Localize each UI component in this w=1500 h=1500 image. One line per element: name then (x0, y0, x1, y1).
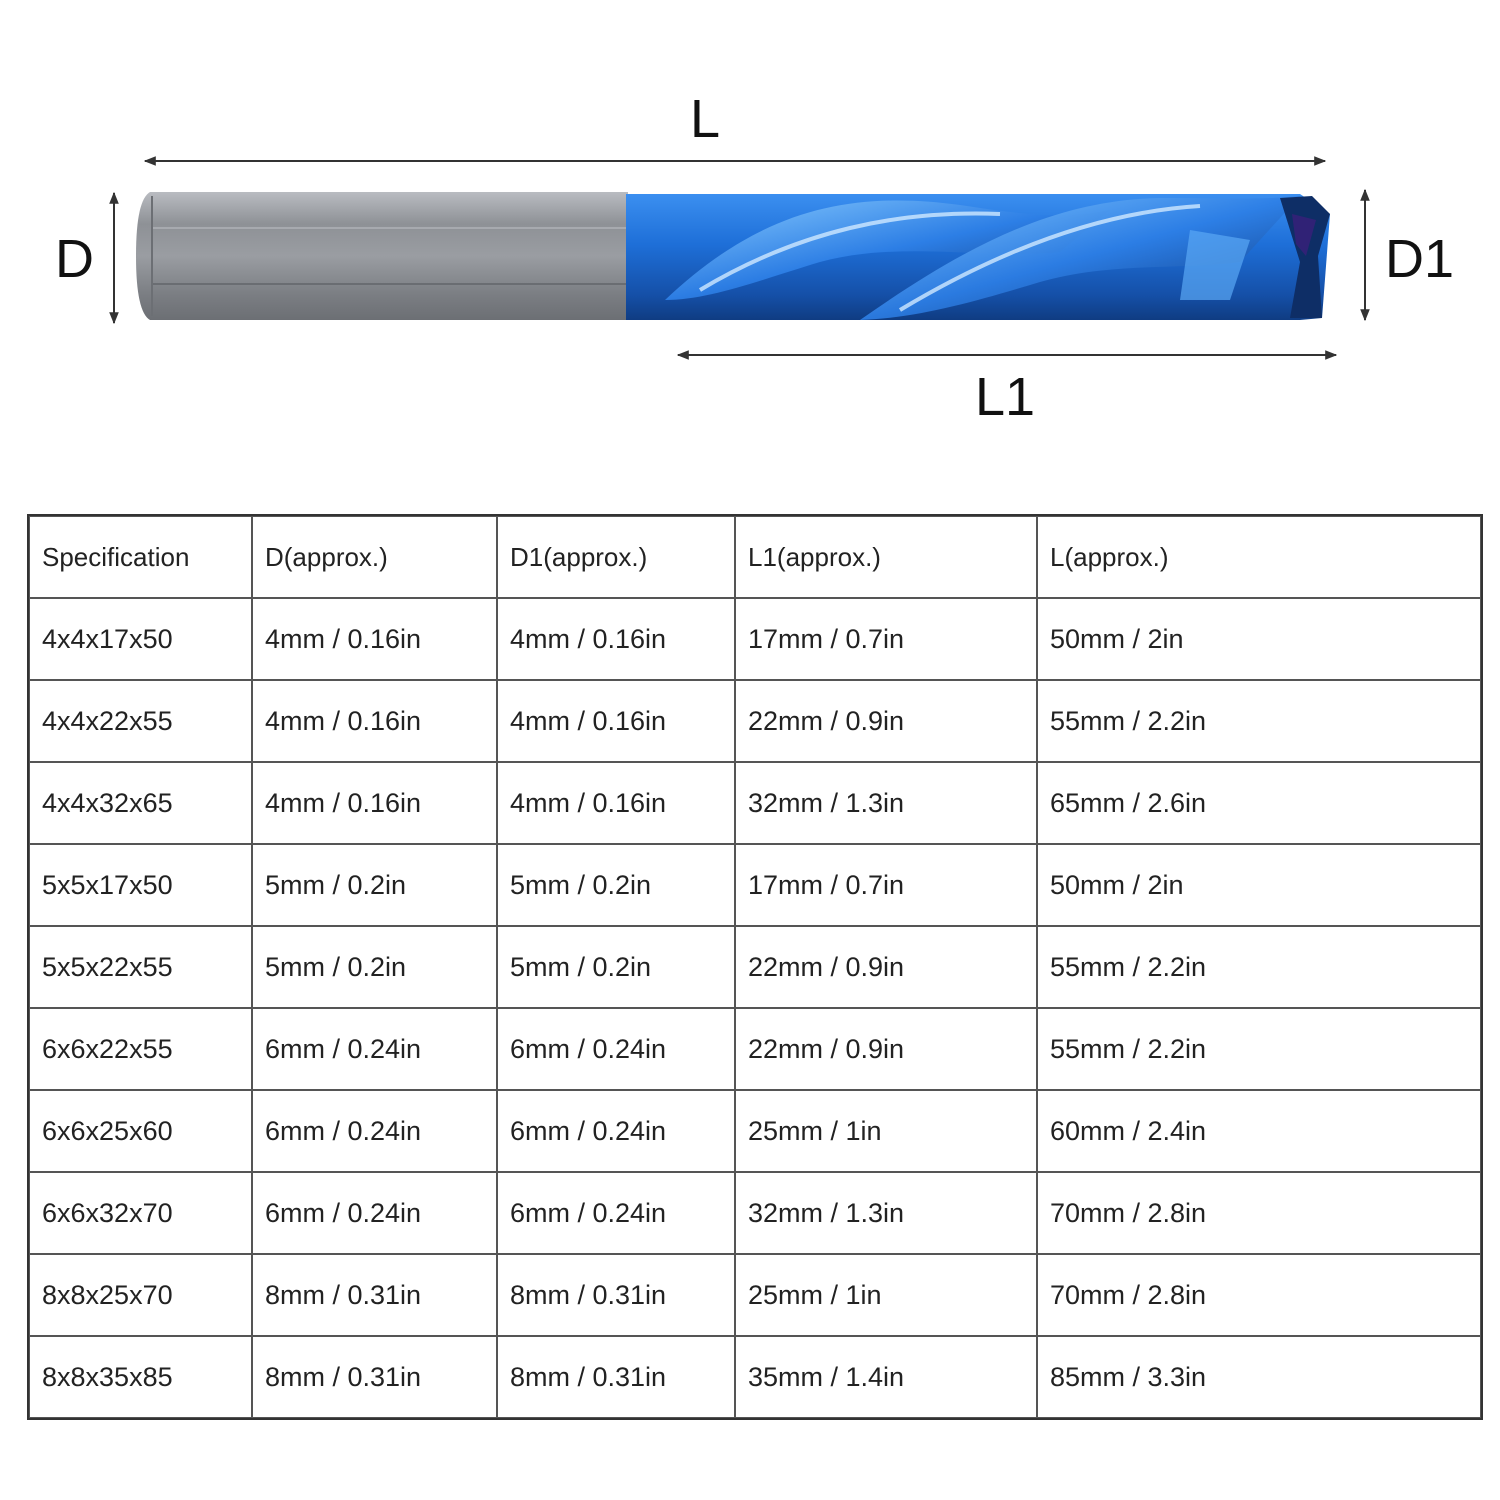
cell-d1: 8mm / 0.31in (497, 1336, 735, 1418)
cell-d1: 5mm / 0.2in (497, 926, 735, 1008)
header-specification: Specification (29, 516, 252, 598)
cell-specification: 6x6x25x60 (29, 1090, 252, 1172)
cell-l1: 17mm / 0.7in (735, 844, 1037, 926)
cell-l1: 25mm / 1in (735, 1254, 1037, 1336)
cell-d1: 4mm / 0.16in (497, 598, 735, 680)
header-d1: D1(approx.) (497, 516, 735, 598)
cell-d1: 4mm / 0.16in (497, 680, 735, 762)
cell-l1: 32mm / 1.3in (735, 1172, 1037, 1254)
cell-l: 70mm / 2.8in (1037, 1172, 1481, 1254)
specification-table (27, 514, 1483, 1420)
cell-l: 65mm / 2.6in (1037, 762, 1481, 844)
cell-l1: 32mm / 1.3in (735, 762, 1037, 844)
cell-d: 4mm / 0.16in (252, 598, 497, 680)
dimension-diagram (0, 0, 1500, 470)
cell-d1: 8mm / 0.31in (497, 1254, 735, 1336)
table-row (29, 762, 1481, 844)
cell-l1: 25mm / 1in (735, 1090, 1037, 1172)
cutting-diameter-label: D1 (1385, 229, 1455, 289)
cell-specification: 4x4x22x55 (29, 680, 252, 762)
cell-d1: 6mm / 0.24in (497, 1172, 735, 1254)
length-label: L (690, 89, 721, 149)
cell-d: 5mm / 0.2in (252, 926, 497, 1008)
cell-specification: 5x5x22x55 (29, 926, 252, 1008)
cell-d: 6mm / 0.24in (252, 1172, 497, 1254)
cell-d: 5mm / 0.2in (252, 844, 497, 926)
shank-diameter-label: D (55, 229, 94, 289)
cell-d1: 5mm / 0.2in (497, 844, 735, 926)
table-row (29, 680, 1481, 762)
cell-l1: 22mm / 0.9in (735, 926, 1037, 1008)
cell-l: 60mm / 2.4in (1037, 1090, 1481, 1172)
cell-d1: 4mm / 0.16in (497, 762, 735, 844)
cell-l: 55mm / 2.2in (1037, 926, 1481, 1008)
cutting-length-label: L1 (975, 367, 1036, 427)
cell-d: 8mm / 0.31in (252, 1254, 497, 1336)
cell-l1: 17mm / 0.7in (735, 598, 1037, 680)
cell-l: 55mm / 2.2in (1037, 680, 1481, 762)
table-row (29, 844, 1481, 926)
header-l: L(approx.) (1037, 516, 1481, 598)
shank (136, 192, 628, 320)
cell-l: 50mm / 2in (1037, 844, 1481, 926)
table-row (29, 926, 1481, 1008)
table-header-row (29, 516, 1481, 598)
cell-specification: 5x5x17x50 (29, 844, 252, 926)
cell-l1: 22mm / 0.9in (735, 1008, 1037, 1090)
cell-l1: 22mm / 0.9in (735, 680, 1037, 762)
header-l1: L1(approx.) (735, 516, 1037, 598)
table-row (29, 1172, 1481, 1254)
cell-d: 8mm / 0.31in (252, 1336, 497, 1418)
cell-specification: 8x8x25x70 (29, 1254, 252, 1336)
cell-d: 4mm / 0.16in (252, 680, 497, 762)
cell-l: 70mm / 2.8in (1037, 1254, 1481, 1336)
cell-d1: 6mm / 0.24in (497, 1008, 735, 1090)
table-row (29, 1336, 1481, 1418)
cell-specification: 6x6x22x55 (29, 1008, 252, 1090)
cell-l: 85mm / 3.3in (1037, 1336, 1481, 1418)
table-row (29, 598, 1481, 680)
table-row (29, 1090, 1481, 1172)
cell-specification: 4x4x17x50 (29, 598, 252, 680)
table-row (29, 1008, 1481, 1090)
cell-specification: 4x4x32x65 (29, 762, 252, 844)
cell-d1: 6mm / 0.24in (497, 1090, 735, 1172)
cell-l: 50mm / 2in (1037, 598, 1481, 680)
header-d: D(approx.) (252, 516, 497, 598)
cell-specification: 6x6x32x70 (29, 1172, 252, 1254)
cell-d: 4mm / 0.16in (252, 762, 497, 844)
cell-l: 55mm / 2.2in (1037, 1008, 1481, 1090)
cell-d: 6mm / 0.24in (252, 1090, 497, 1172)
cell-l1: 35mm / 1.4in (735, 1336, 1037, 1418)
table-row (29, 1254, 1481, 1336)
cell-specification: 8x8x35x85 (29, 1336, 252, 1418)
cell-d: 6mm / 0.24in (252, 1008, 497, 1090)
end-mill-illustration (0, 0, 1500, 470)
